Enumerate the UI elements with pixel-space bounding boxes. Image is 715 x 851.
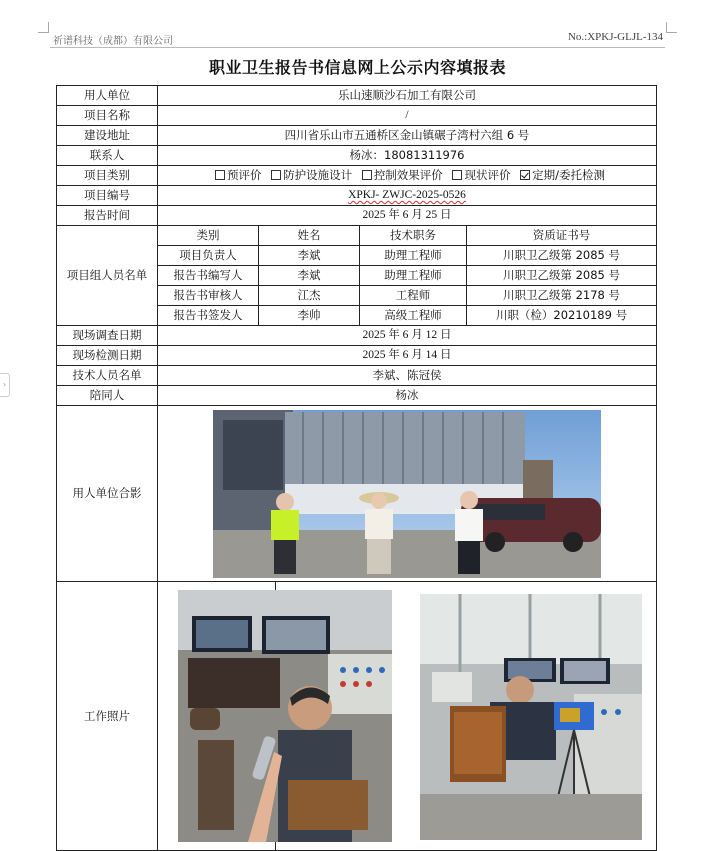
option-control-evaluation: 控制效果评价 [356, 168, 443, 182]
member-title: 助理工程师 [360, 246, 467, 266]
company-header: 祈谱科技（成都）有限公司 [53, 36, 173, 47]
member-cert: 川职卫乙级第 2085 号 [467, 266, 657, 286]
corner-mark-right [666, 22, 677, 33]
table-row [57, 106, 657, 126]
table-row [57, 386, 657, 406]
option-pre-evaluation: 预评价 [209, 168, 262, 182]
table-row [57, 326, 657, 346]
table-row [57, 206, 657, 226]
table-row [57, 366, 657, 386]
employer-value: 乐山速顺沙石加工有限公司 [158, 86, 657, 106]
header-divider [50, 47, 665, 48]
project-name-label: 项目名称 [57, 106, 158, 126]
project-type-label: 项目类别 [57, 166, 158, 186]
project-no-label: 项目编号 [57, 186, 158, 206]
group-photo-label: 用人单位合影 [57, 406, 158, 582]
member-name: 江杰 [259, 286, 360, 306]
companion-value: 杨冰 [158, 386, 657, 406]
table-row [57, 166, 657, 186]
checkbox-icon[interactable] [271, 170, 281, 180]
member-name: 李斌 [259, 246, 360, 266]
contact-value: 杨冰：18081311976 [158, 146, 657, 166]
technicians-value: 李斌、陈冠侯 [158, 366, 657, 386]
member-title: 高级工程师 [360, 306, 467, 326]
inspection-date-value: 2025 年 6 月 14 日 [158, 346, 657, 366]
member-name: 李帅 [259, 306, 360, 326]
work-photo-left [178, 590, 392, 842]
inspection-date-label: 现场检测日期 [57, 346, 158, 366]
corner-mark-left [38, 22, 49, 33]
checkbox-icon[interactable] [215, 170, 225, 180]
option-protection-design: 防护设施设计 [265, 168, 352, 182]
table-row [57, 226, 657, 246]
work-photo-right [420, 594, 642, 840]
checked-checkbox-icon[interactable] [520, 170, 530, 180]
report-time-label: 报告时间 [57, 206, 158, 226]
member-cert: 川职卫乙级第 2178 号 [467, 286, 657, 306]
table-row [57, 126, 657, 146]
report-form-table [56, 85, 657, 851]
employer-label: 用人单位 [57, 86, 158, 106]
member-title: 助理工程师 [360, 266, 467, 286]
work-photo-label: 工作照片 [57, 582, 158, 851]
technicians-label: 技术人员名单 [57, 366, 158, 386]
group-photo-image [213, 410, 601, 578]
table-row [57, 406, 657, 582]
expand-chevron-icon[interactable]: › [0, 373, 10, 397]
address-label: 建设地址 [57, 126, 158, 146]
team-col-category: 类别 [158, 226, 259, 246]
option-periodic-inspection: 定期/委托检测 [514, 168, 605, 182]
group-photo-cell [158, 406, 657, 582]
table-row [57, 86, 657, 106]
document-number: No.:XPKJ-GLJL-134 [567, 31, 663, 43]
project-name-value: / [158, 106, 657, 126]
member-category: 项目负责人 [158, 246, 259, 266]
team-col-name: 姓名 [259, 226, 360, 246]
project-type-options [158, 166, 657, 186]
member-cert: 川职（检）20210189 号 [467, 306, 657, 326]
option-status-evaluation: 现状评价 [446, 168, 510, 182]
member-category: 报告书审核人 [158, 286, 259, 306]
member-title: 工程师 [360, 286, 467, 306]
table-row [57, 146, 657, 166]
survey-date-label: 现场调查日期 [57, 326, 158, 346]
member-category: 报告书编写人 [158, 266, 259, 286]
table-row [57, 346, 657, 366]
project-no-value: XPKJ- ZWJC-2025-0526 [158, 186, 657, 206]
report-time-value: 2025 年 6 月 25 日 [158, 206, 657, 226]
member-cert: 川职卫乙级第 2085 号 [467, 246, 657, 266]
team-col-cert: 资质证书号 [467, 226, 657, 246]
work-photo-cell [158, 582, 657, 851]
team-label: 项目组人员名单 [57, 226, 158, 326]
team-col-title: 技术职务 [360, 226, 467, 246]
page-title: 职业卫生报告书信息网上公示内容填报表 [208, 58, 506, 77]
table-row [57, 582, 657, 851]
member-category: 报告书签发人 [158, 306, 259, 326]
member-name: 李斌 [259, 266, 360, 286]
address-value: 四川省乐山市五通桥区金山镇碾子湾村六组 6 号 [158, 126, 657, 146]
table-row [57, 186, 657, 206]
contact-label: 联系人 [57, 146, 158, 166]
checkbox-icon[interactable] [362, 170, 372, 180]
checkbox-icon[interactable] [452, 170, 462, 180]
survey-date-value: 2025 年 6 月 12 日 [158, 326, 657, 346]
companion-label: 陪同人 [57, 386, 158, 406]
